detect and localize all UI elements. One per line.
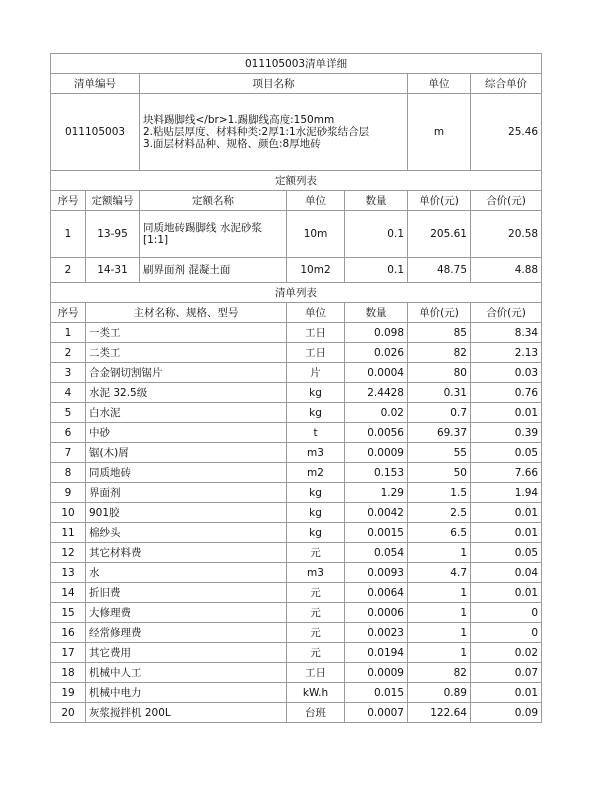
material-qty: 0.0194 bbox=[345, 643, 408, 663]
material-unit: 台班 bbox=[287, 703, 345, 723]
header-name: 项目名称 bbox=[140, 74, 408, 94]
quota-price: 48.75 bbox=[408, 258, 471, 283]
quota-unit: 10m bbox=[287, 211, 345, 258]
material-row bbox=[51, 543, 542, 563]
material-no: 17 bbox=[51, 643, 86, 663]
material-row bbox=[51, 363, 542, 383]
material-price: 1 bbox=[408, 583, 471, 603]
materials-header-cell: 单价(元) bbox=[408, 303, 471, 323]
material-total: 0.01 bbox=[471, 503, 542, 523]
material-no: 3 bbox=[51, 363, 86, 383]
material-price: 1.5 bbox=[408, 483, 471, 503]
quota-row bbox=[51, 258, 542, 283]
material-unit: 元 bbox=[287, 623, 345, 643]
material-price: 0.89 bbox=[408, 683, 471, 703]
material-price: 2.5 bbox=[408, 503, 471, 523]
material-row bbox=[51, 463, 542, 483]
material-unit: 元 bbox=[287, 643, 345, 663]
material-name: 机械中人工 bbox=[86, 663, 287, 683]
materials-header-cell: 单位 bbox=[287, 303, 345, 323]
material-qty: 0.098 bbox=[345, 323, 408, 343]
material-row bbox=[51, 403, 542, 423]
material-name: 中砂 bbox=[86, 423, 287, 443]
material-total: 0.02 bbox=[471, 643, 542, 663]
material-name: 棉纱头 bbox=[86, 523, 287, 543]
quota-code: 14-31 bbox=[86, 258, 140, 283]
material-name: 水泥 32.5级 bbox=[86, 383, 287, 403]
material-unit: 工日 bbox=[287, 323, 345, 343]
material-qty: 0.0009 bbox=[345, 663, 408, 683]
material-price: 85 bbox=[408, 323, 471, 343]
header-unit: 单位 bbox=[408, 74, 471, 94]
material-total: 0.39 bbox=[471, 423, 542, 443]
material-total: 0 bbox=[471, 623, 542, 643]
quota-name: 刷界面剂 混凝土面 bbox=[140, 258, 287, 283]
material-total: 0.01 bbox=[471, 523, 542, 543]
material-price: 0.31 bbox=[408, 383, 471, 403]
quota-section-title: 定额列表 bbox=[51, 171, 542, 191]
materials-header-row bbox=[51, 303, 542, 323]
quota-price: 205.61 bbox=[408, 211, 471, 258]
material-name: 一类工 bbox=[86, 323, 287, 343]
material-no: 16 bbox=[51, 623, 86, 643]
material-row bbox=[51, 523, 542, 543]
item-name-line-3: 3.面层材料品种、规格、颜色:8厚地砖 bbox=[143, 138, 321, 150]
material-no: 11 bbox=[51, 523, 86, 543]
item-name bbox=[140, 94, 408, 171]
header-price: 综合单价 bbox=[471, 74, 542, 94]
material-no: 20 bbox=[51, 703, 86, 723]
material-row bbox=[51, 583, 542, 603]
quota-row bbox=[51, 211, 542, 258]
material-price: 1 bbox=[408, 543, 471, 563]
quota-code: 13-95 bbox=[86, 211, 140, 258]
material-price: 80 bbox=[408, 363, 471, 383]
material-unit: kg bbox=[287, 523, 345, 543]
material-qty: 0.0093 bbox=[345, 563, 408, 583]
material-unit: kW.h bbox=[287, 683, 345, 703]
materials-header-cell: 合价(元) bbox=[471, 303, 542, 323]
material-qty: 0.0007 bbox=[345, 703, 408, 723]
material-total: 0.09 bbox=[471, 703, 542, 723]
material-unit: m3 bbox=[287, 443, 345, 463]
quota-header-cell: 定额名称 bbox=[140, 191, 287, 211]
materials-header-cell: 数量 bbox=[345, 303, 408, 323]
material-name: 其它费用 bbox=[86, 643, 287, 663]
material-unit: 元 bbox=[287, 603, 345, 623]
materials-section-title: 清单列表 bbox=[51, 283, 542, 303]
material-no: 7 bbox=[51, 443, 86, 463]
material-unit: 工日 bbox=[287, 343, 345, 363]
material-no: 13 bbox=[51, 563, 86, 583]
material-row bbox=[51, 483, 542, 503]
material-total: 2.13 bbox=[471, 343, 542, 363]
bill-detail-table bbox=[50, 53, 542, 723]
quota-header-row bbox=[51, 191, 542, 211]
material-name: 合金钢切割锯片 bbox=[86, 363, 287, 383]
material-no: 4 bbox=[51, 383, 86, 403]
material-total: 8.34 bbox=[471, 323, 542, 343]
item-unit: m bbox=[408, 94, 471, 171]
item-name-line-1: 块料踢脚线</br>1.踢脚线高度:150mm bbox=[143, 114, 335, 126]
header-code: 清单编号 bbox=[51, 74, 140, 94]
material-unit: kg bbox=[287, 503, 345, 523]
quota-header-cell: 单位 bbox=[287, 191, 345, 211]
material-price: 6.5 bbox=[408, 523, 471, 543]
material-name: 901胶 bbox=[86, 503, 287, 523]
material-name: 二类工 bbox=[86, 343, 287, 363]
item-name-line-2: 2.粘贴层厚度、材料种类:2厚1:1水泥砂浆结合层 bbox=[143, 126, 370, 138]
material-unit: kg bbox=[287, 403, 345, 423]
material-unit: 元 bbox=[287, 543, 345, 563]
material-name: 界面剂 bbox=[86, 483, 287, 503]
quota-qty: 0.1 bbox=[345, 258, 408, 283]
material-unit: 片 bbox=[287, 363, 345, 383]
material-qty: 0.0064 bbox=[345, 583, 408, 603]
material-total: 0.01 bbox=[471, 583, 542, 603]
material-qty: 2.4428 bbox=[345, 383, 408, 403]
material-row bbox=[51, 383, 542, 403]
material-total: 0.01 bbox=[471, 683, 542, 703]
material-qty: 0.0004 bbox=[345, 363, 408, 383]
material-qty: 0.02 bbox=[345, 403, 408, 423]
material-row bbox=[51, 683, 542, 703]
material-price: 1 bbox=[408, 623, 471, 643]
material-price: 55 bbox=[408, 443, 471, 463]
material-no: 1 bbox=[51, 323, 86, 343]
material-name: 折旧费 bbox=[86, 583, 287, 603]
material-no: 18 bbox=[51, 663, 86, 683]
material-price: 0.7 bbox=[408, 403, 471, 423]
material-no: 19 bbox=[51, 683, 86, 703]
quota-header-cell: 单价(元) bbox=[408, 191, 471, 211]
material-no: 15 bbox=[51, 603, 86, 623]
material-qty: 0.0006 bbox=[345, 603, 408, 623]
materials-header-cell: 主材名称、规格、型号 bbox=[86, 303, 287, 323]
material-unit: 工日 bbox=[287, 663, 345, 683]
quota-total: 4.88 bbox=[471, 258, 542, 283]
material-row bbox=[51, 423, 542, 443]
material-qty: 0.0056 bbox=[345, 423, 408, 443]
material-row bbox=[51, 323, 542, 343]
materials-header-cell: 序号 bbox=[51, 303, 86, 323]
material-name: 锯(木)屑 bbox=[86, 443, 287, 463]
quota-total: 20.58 bbox=[471, 211, 542, 258]
material-unit: kg bbox=[287, 483, 345, 503]
material-name: 水 bbox=[86, 563, 287, 583]
material-name: 大修理费 bbox=[86, 603, 287, 623]
material-total: 0.05 bbox=[471, 443, 542, 463]
quota-no: 1 bbox=[51, 211, 86, 258]
material-row bbox=[51, 563, 542, 583]
material-no: 9 bbox=[51, 483, 86, 503]
material-price: 4.7 bbox=[408, 563, 471, 583]
material-no: 12 bbox=[51, 543, 86, 563]
material-qty: 1.29 bbox=[345, 483, 408, 503]
material-qty: 0.153 bbox=[345, 463, 408, 483]
material-total: 0.07 bbox=[471, 663, 542, 683]
material-name: 其它材料费 bbox=[86, 543, 287, 563]
quota-no: 2 bbox=[51, 258, 86, 283]
material-no: 5 bbox=[51, 403, 86, 423]
material-total: 0.05 bbox=[471, 543, 542, 563]
material-row bbox=[51, 603, 542, 623]
material-price: 82 bbox=[408, 663, 471, 683]
material-total: 0.76 bbox=[471, 383, 542, 403]
material-name: 白水泥 bbox=[86, 403, 287, 423]
material-no: 10 bbox=[51, 503, 86, 523]
material-qty: 0.0009 bbox=[345, 443, 408, 463]
material-row bbox=[51, 703, 542, 723]
quota-qty: 0.1 bbox=[345, 211, 408, 258]
material-no: 14 bbox=[51, 583, 86, 603]
material-qty: 0.0015 bbox=[345, 523, 408, 543]
material-unit: m3 bbox=[287, 563, 345, 583]
material-total: 1.94 bbox=[471, 483, 542, 503]
material-total: 0 bbox=[471, 603, 542, 623]
material-price: 1 bbox=[408, 603, 471, 623]
quota-unit: 10m2 bbox=[287, 258, 345, 283]
material-total: 0.03 bbox=[471, 363, 542, 383]
material-price: 82 bbox=[408, 343, 471, 363]
material-name: 同质地砖 bbox=[86, 463, 287, 483]
material-total: 0.04 bbox=[471, 563, 542, 583]
material-no: 8 bbox=[51, 463, 86, 483]
material-row bbox=[51, 663, 542, 683]
material-name: 机械中电力 bbox=[86, 683, 287, 703]
material-name: 灰浆搅拌机 200L bbox=[86, 703, 287, 723]
material-row bbox=[51, 443, 542, 463]
material-qty: 0.054 bbox=[345, 543, 408, 563]
item-price: 25.46 bbox=[471, 94, 542, 171]
quota-name: 同质地砖踢脚线 水泥砂浆[1:1] bbox=[140, 211, 287, 258]
material-total: 0.01 bbox=[471, 403, 542, 423]
material-unit: m2 bbox=[287, 463, 345, 483]
material-unit: kg bbox=[287, 383, 345, 403]
material-row bbox=[51, 623, 542, 643]
quota-header-cell: 数量 bbox=[345, 191, 408, 211]
material-total: 7.66 bbox=[471, 463, 542, 483]
material-price: 69.37 bbox=[408, 423, 471, 443]
material-qty: 0.0042 bbox=[345, 503, 408, 523]
material-row bbox=[51, 343, 542, 363]
material-row bbox=[51, 503, 542, 523]
quota-header-cell: 定额编号 bbox=[86, 191, 140, 211]
material-no: 6 bbox=[51, 423, 86, 443]
material-price: 1 bbox=[408, 643, 471, 663]
material-name: 经常修理费 bbox=[86, 623, 287, 643]
material-qty: 0.0023 bbox=[345, 623, 408, 643]
material-unit: t bbox=[287, 423, 345, 443]
material-qty: 0.015 bbox=[345, 683, 408, 703]
material-no: 2 bbox=[51, 343, 86, 363]
table-title: 011105003清单详细 bbox=[51, 54, 542, 74]
quota-header-cell: 序号 bbox=[51, 191, 86, 211]
material-qty: 0.026 bbox=[345, 343, 408, 363]
item-code: 011105003 bbox=[51, 94, 140, 171]
quota-header-cell: 合价(元) bbox=[471, 191, 542, 211]
material-row bbox=[51, 643, 542, 663]
material-price: 50 bbox=[408, 463, 471, 483]
material-unit: 元 bbox=[287, 583, 345, 603]
material-price: 122.64 bbox=[408, 703, 471, 723]
